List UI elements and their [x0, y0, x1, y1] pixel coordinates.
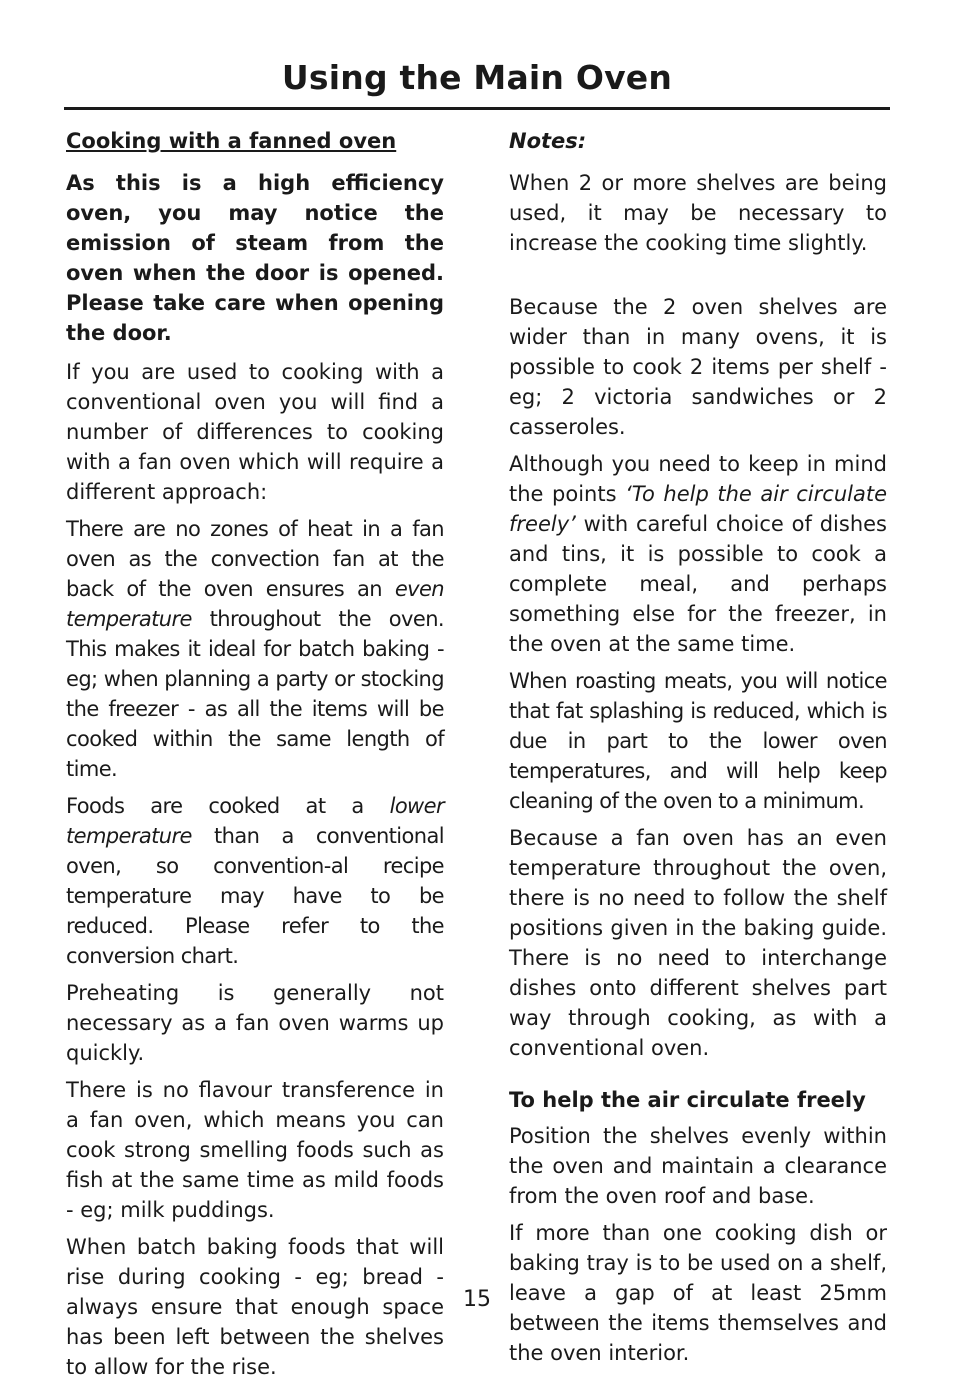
section-heading-air-circulate: To help the air circulate freely	[509, 1088, 866, 1112]
paragraph-shelf-clearance: Position the shelves evenly within the oven and maintain a clearance from the oven roof and base.	[509, 1124, 887, 1208]
page-title: Using the Main Oven	[281, 58, 673, 97]
notes-heading: Notes:	[509, 129, 587, 153]
left-column	[66, 126, 444, 1389]
paragraph-lower-temperature: Foods are cooked at a lower temperature than a conventional oven, so convention-al recipe temperature may have to be reduced. Please refer to the conversion chart.	[66, 794, 444, 968]
right-column	[509, 126, 887, 1375]
note-shelf-positions: Because a fan oven has an even temperature throughout the oven, there is no need to follow the shelf positions given in the baking guide. There is no need to interchange dishes onto different shelves part way through cooking, as with a conventional oven.	[509, 826, 887, 1060]
note-wider-shelves: Because the 2 oven shelves are wider than in many ovens, it is possible to cook 2 items per shelf - eg; 2 victoria sandwiches or 2 casseroles.	[509, 295, 887, 439]
section-heading-fanned-oven: Cooking with a fanned oven	[66, 129, 397, 153]
paragraph-conventional-oven: If you are used to cooking with a conventional oven you will find a number of differences to cooking with a fan oven which will require a different approach:	[66, 360, 444, 504]
paragraph-preheating: Preheating is generally not necessary as a fan oven warms up quickly.	[66, 981, 444, 1065]
note-cooking-time: When 2 or more shelves are being used, it may be necessary to increase the cooking time slightly.	[509, 171, 887, 255]
paragraph-even-temperature: There are no zones of heat in a fan oven as the convection fan at the back of the oven ensures an even temperature throughout the oven. This makes it ideal for batch baking - eg; when planning a party or stocking the freezer - as all the items will be cooked within the same length of time.	[66, 517, 444, 781]
page-number: 15	[463, 1287, 491, 1312]
title-divider	[64, 107, 890, 110]
paragraph-batch-baking: When batch baking foods that will rise during cooking - eg; bread - always ensure that enough space has been left between the shelves to allow for the rise.	[66, 1235, 444, 1379]
paragraph-flavour-transference: There is no flavour transference in a fan oven, which means you can cook strong smelling foods such as fish at the same time as mild foods - eg; milk puddings.	[66, 1078, 444, 1222]
steam-warning: As this is a high efficiency oven, you may notice the emission of steam from the oven when the door is opened. Please take care when opening the door.	[66, 171, 444, 345]
note-roasting-meats: When roasting meats, you will notice that fat splashing is reduced, which is due in part to the lower oven temperatures, and will help keep cleaning of the oven to a minimum.	[509, 669, 887, 813]
note-complete-meal: Although you need to keep in mind the points ‘To help the air circulate freely’ with careful choice of dishes and tins, it is possible to cook a complete meal, and perhaps something else for the freezer, in the oven at the same time.	[509, 452, 887, 656]
paragraph-dish-gap: If more than one cooking dish or baking tray is to be used on a shelf, leave a gap of at least 25mm between the items themselves and the oven interior.	[509, 1221, 887, 1365]
